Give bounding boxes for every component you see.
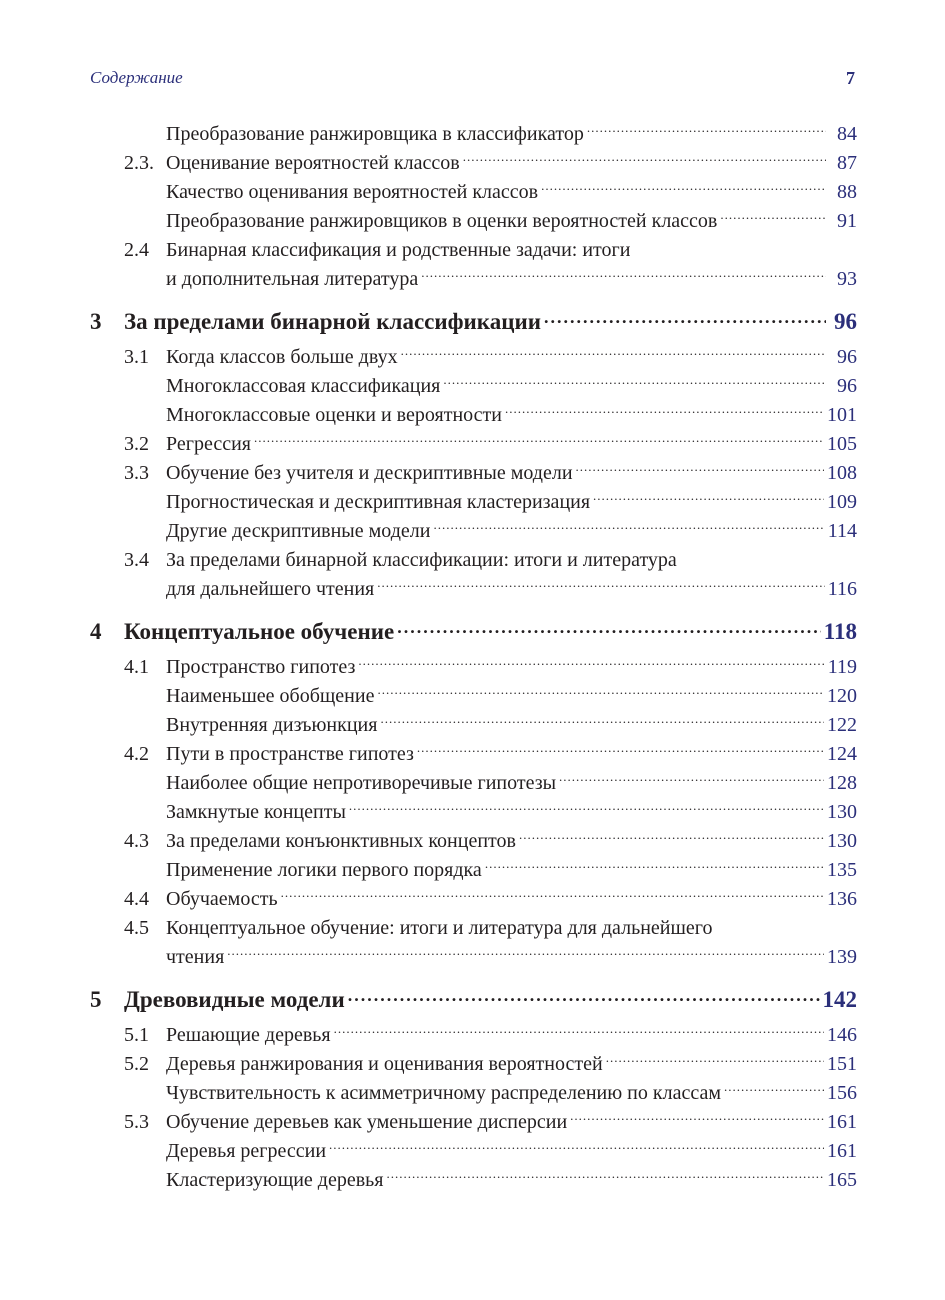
page-ref[interactable]: 120	[827, 685, 857, 707]
page-ref[interactable]: 105	[827, 433, 857, 455]
dot-leader	[576, 459, 824, 479]
dot-leader	[519, 827, 824, 847]
dot-leader	[254, 430, 824, 450]
page-ref[interactable]: 161	[827, 1111, 857, 1133]
toc-entry-line	[90, 1021, 857, 1050]
section-title-continuation: и дополнительная литература	[166, 268, 419, 290]
toc-entry[interactable]	[90, 740, 857, 769]
page-ref[interactable]: 114	[827, 520, 857, 542]
toc-entry[interactable]	[90, 1021, 857, 1050]
toc-entry[interactable]	[90, 546, 857, 604]
chapter-entry[interactable]	[90, 306, 857, 337]
subsection-title: Многоклассовые оценки и вероятности	[166, 404, 502, 426]
toc-entry-continuation	[90, 265, 857, 294]
page-ref[interactable]: 156	[827, 1082, 857, 1104]
page-ref[interactable]: 142	[822, 987, 857, 1012]
toc-entry[interactable]	[90, 769, 857, 798]
section-title: За пределами бинарной классификации: итоги и литература	[166, 549, 677, 571]
dot-leader	[463, 149, 826, 169]
dot-leader	[380, 711, 824, 731]
toc-entry[interactable]	[90, 372, 857, 401]
section-number: 5.1	[124, 1024, 149, 1046]
section-number: 4.1	[124, 656, 149, 678]
toc-entry-line	[90, 769, 857, 798]
dot-leader	[544, 306, 826, 329]
page-ref[interactable]: 139	[827, 946, 857, 968]
section-number: 3.1	[124, 346, 149, 368]
subsection-title: Кластеризующие деревья	[166, 1169, 384, 1191]
toc-entry-line	[90, 798, 857, 827]
toc-entry-line	[90, 236, 857, 265]
toc-entry[interactable]	[90, 1137, 857, 1166]
toc-entry-line	[90, 914, 857, 943]
page-ref[interactable]: 135	[827, 859, 857, 881]
table-of-contents	[90, 120, 857, 1195]
page-ref[interactable]: 128	[827, 772, 857, 794]
toc-entry-line	[90, 856, 857, 885]
toc-entry-line	[90, 459, 857, 488]
section-number: 4.2	[124, 743, 149, 765]
toc-entry[interactable]	[90, 1166, 857, 1195]
dot-leader	[377, 575, 825, 595]
chapter-number: 4	[90, 619, 102, 644]
toc-entry-line	[90, 1166, 857, 1195]
toc-entry-line	[90, 207, 857, 236]
section-title: За пределами конъюнктивных концептов	[166, 830, 516, 852]
page-ref[interactable]: 136	[827, 888, 857, 910]
subsection-title: Деревья регрессии	[166, 1140, 327, 1162]
subsection-title: Преобразование ранжировщиков в оценки вероятностей классов	[166, 210, 718, 232]
section-title-continuation: чтения	[166, 946, 225, 968]
page-ref[interactable]: 84	[837, 123, 857, 145]
toc-entry[interactable]	[90, 517, 857, 546]
page-ref[interactable]: 151	[827, 1053, 857, 1075]
toc-entry[interactable]	[90, 120, 857, 149]
toc-entry-line	[90, 149, 857, 178]
subsection-title: Многоклассовая классификация	[166, 375, 441, 397]
toc-entry[interactable]	[90, 914, 857, 972]
chapter-number: 5	[90, 987, 102, 1012]
chapter-title: Древовидные модели	[124, 987, 345, 1012]
toc-entry[interactable]	[90, 653, 857, 682]
section-number: 3.3	[124, 462, 149, 484]
dot-leader	[397, 616, 821, 639]
section-title: Оценивание вероятностей классов	[166, 152, 460, 174]
page-ref[interactable]: 146	[827, 1024, 857, 1046]
page-ref[interactable]: 108	[827, 462, 857, 484]
toc-entry[interactable]	[90, 488, 857, 517]
toc-entry-line	[90, 178, 857, 207]
toc-entry-line	[90, 1137, 857, 1166]
chapter-entry[interactable]	[90, 984, 857, 1015]
dot-leader	[570, 1108, 824, 1128]
page-ref[interactable]: 130	[827, 830, 857, 852]
page-ref[interactable]: 96	[837, 375, 857, 397]
section-title: Бинарная классификация и родственные задачи: итоги	[166, 239, 631, 261]
toc-entry-line	[90, 1108, 857, 1137]
subsection-title: Замкнутые концепты	[166, 801, 346, 823]
toc-entry[interactable]	[90, 459, 857, 488]
page-ref[interactable]: 165	[827, 1169, 857, 1191]
section-number: 2.4	[124, 239, 149, 261]
section-title-continuation: для дальнейшего чтения	[166, 578, 375, 600]
section-number: 4.5	[124, 917, 149, 939]
dot-leader	[541, 178, 826, 198]
page-ref[interactable]: 96	[834, 309, 857, 334]
section-title: Регрессия	[166, 433, 251, 455]
dot-leader	[587, 120, 826, 140]
page-ref[interactable]: 101	[827, 404, 857, 426]
section-number: 3.4	[124, 549, 149, 571]
page-ref[interactable]: 119	[827, 656, 857, 678]
dot-leader	[348, 984, 820, 1007]
toc-entry-continuation	[90, 575, 857, 604]
dot-leader	[443, 372, 826, 392]
section-number: 5.2	[124, 1053, 149, 1075]
toc-entry-line	[90, 653, 857, 682]
toc-entry-line	[90, 740, 857, 769]
toc-entry-line	[90, 711, 857, 740]
toc-entry-line	[90, 682, 857, 711]
page-ref[interactable]: 88	[837, 181, 857, 203]
section-title: Пути в пространстве гипотез	[166, 743, 414, 765]
toc-entry-continuation	[90, 943, 857, 972]
section-number: 5.3	[124, 1111, 149, 1133]
dot-leader	[334, 1021, 824, 1041]
toc-entry[interactable]	[90, 401, 857, 430]
dot-leader	[401, 343, 826, 363]
chapter-line	[90, 984, 857, 1015]
dot-leader	[433, 517, 824, 537]
subsection-title: Наиболее общие непротиворечивые гипотезы	[166, 772, 557, 794]
page-ref[interactable]: 93	[837, 268, 857, 290]
section-number: 4.3	[124, 830, 149, 852]
toc-entry[interactable]	[90, 178, 857, 207]
dot-leader	[387, 1166, 825, 1186]
toc-entry[interactable]	[90, 827, 857, 856]
dot-leader	[349, 798, 824, 818]
section-number: 2.3.	[124, 152, 154, 174]
subsection-title: Другие дескриптивные модели	[166, 520, 431, 542]
toc-entry[interactable]	[90, 856, 857, 885]
section-title: Концептуальное обучение: итоги и литература для дальнейшего	[166, 917, 713, 939]
toc-entry[interactable]	[90, 885, 857, 914]
section-title: Когда классов больше двух	[166, 346, 398, 368]
subsection-title: Преобразование ранжировщика в классификатор	[166, 123, 584, 145]
dot-leader	[417, 740, 824, 760]
toc-entry-line	[90, 517, 857, 546]
toc-entry-line	[90, 401, 857, 430]
page-ref[interactable]: 161	[827, 1140, 857, 1162]
section-title: Деревья ранжирования и оценивания вероятностей	[166, 1053, 603, 1075]
chapter-title: Концептуальное обучение	[124, 619, 395, 644]
toc-entry-line	[90, 430, 857, 459]
page-ref[interactable]: 130	[827, 801, 857, 823]
section-title: Обучение без учителя и дескриптивные модели	[166, 462, 573, 484]
toc-entry[interactable]	[90, 1108, 857, 1137]
toc-entry[interactable]	[90, 430, 857, 459]
page-ref[interactable]: 122	[827, 714, 857, 736]
page-ref[interactable]: 87	[837, 152, 857, 174]
chapter-entry[interactable]	[90, 616, 857, 647]
page-number: 7	[846, 68, 855, 88]
toc-entry-line	[90, 120, 857, 149]
toc-entry[interactable]	[90, 236, 857, 294]
toc-entry-line	[90, 546, 857, 575]
toc-entry[interactable]	[90, 149, 857, 178]
toc-entry-line	[90, 1079, 857, 1108]
section-number: 3.2	[124, 433, 149, 455]
chapter-title: За пределами бинарной классификации	[124, 309, 541, 334]
toc-entry-line	[90, 885, 857, 914]
dot-leader	[421, 265, 826, 285]
page-ref[interactable]: 116	[827, 578, 857, 600]
toc-entry[interactable]	[90, 207, 857, 236]
chapter-line	[90, 306, 857, 337]
toc-entry[interactable]	[90, 798, 857, 827]
page-ref[interactable]: 118	[823, 619, 857, 644]
subsection-title: Применение логики первого порядка	[166, 859, 482, 881]
chapter-number: 3	[90, 309, 102, 334]
section-title: Обучаемость	[166, 888, 278, 910]
dot-leader	[377, 682, 824, 702]
section-number: 4.4	[124, 888, 149, 910]
toc-entry[interactable]	[90, 682, 857, 711]
dot-leader	[281, 885, 824, 905]
toc-entry[interactable]	[90, 343, 857, 372]
section-title: Решающие деревья	[166, 1024, 331, 1046]
subsection-title: Чувствительность к асимметричному распределению по классам	[166, 1082, 721, 1104]
subsection-title: Прогностическая и дескриптивная кластеризация	[166, 491, 591, 513]
page-ref[interactable]: 124	[827, 743, 857, 765]
dot-leader	[606, 1050, 824, 1070]
section-title: Обучение деревьев как уменьшение дисперсии	[166, 1111, 568, 1133]
toc-entry[interactable]	[90, 711, 857, 740]
dot-leader	[485, 856, 824, 876]
toc-entry[interactable]	[90, 1079, 857, 1108]
dot-leader	[720, 207, 826, 227]
dot-leader	[358, 653, 824, 673]
dot-leader	[724, 1079, 824, 1099]
toc-entry[interactable]	[90, 1050, 857, 1079]
running-header-title: Содержание	[90, 68, 183, 87]
section-title: Пространство гипотез	[166, 656, 356, 678]
page-ref[interactable]: 96	[837, 346, 857, 368]
toc-entry-line	[90, 1050, 857, 1079]
dot-leader	[227, 943, 824, 963]
chapter-line	[90, 616, 857, 647]
toc-entry-line	[90, 827, 857, 856]
toc-entry-line	[90, 488, 857, 517]
subsection-title: Качество оценивания вероятностей классов	[166, 181, 539, 203]
subsection-title: Внутренняя дизъюнкция	[166, 714, 378, 736]
subsection-title: Наименьшее обобщение	[166, 685, 375, 707]
dot-leader	[559, 769, 824, 789]
dot-leader	[505, 401, 824, 421]
page-ref[interactable]: 91	[837, 210, 857, 232]
dot-leader	[329, 1137, 824, 1157]
dot-leader	[593, 488, 824, 508]
toc-entry-line	[90, 343, 857, 372]
page-ref[interactable]: 109	[827, 491, 857, 513]
toc-entry-line	[90, 372, 857, 401]
